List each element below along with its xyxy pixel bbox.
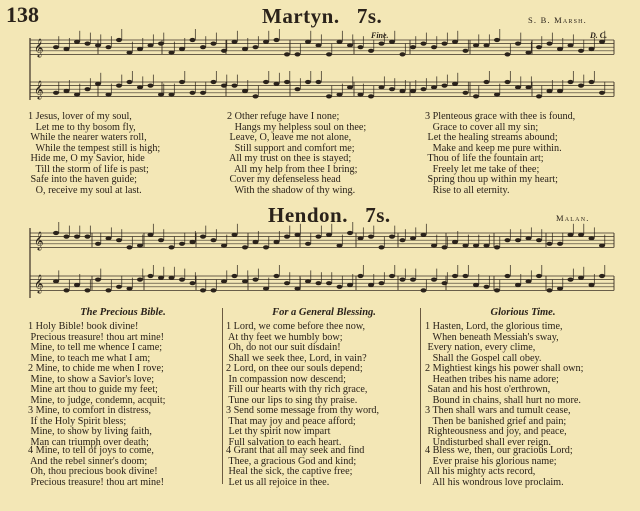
bible-stanza-4: 4 Mine, to tell of joys to come, And the rebel sinner's doom; Oh, thou precious book divine! Precious treasure! thou art mine!	[28, 445, 165, 488]
bible-stanza-3: 3 Mine, to comfort in distress, If the Holy Spirit bless; Mine, to show by living faith, Man can triumph over death;	[28, 405, 152, 448]
glorious-stanza-1: 1 Hasten, Lord, the glorious time, When beneath Messiah's sway, Every nation, every clime, Shall the Gospel call obey.	[425, 321, 563, 364]
dc-mark: D. C.	[590, 31, 608, 40]
composer-hendon: Malan.	[556, 213, 590, 223]
page-number: 138	[6, 2, 39, 27]
blessing-stanza-4: 4 Grant that all may seek and find Thee, a gracious God and kind; Heal the sick, the captive free; Let us all rejoice in thee.	[226, 445, 365, 488]
fine-mark: Fine.	[371, 31, 389, 40]
svg-text:𝄞: 𝄞	[34, 38, 44, 57]
glorious-stanza-2: 2 Mightiest kings his power shall own; Heathen tribes his name adore; Satan and his host o'erthrown, Bound in chains, shall hurt no more.	[425, 363, 584, 406]
bible-stanza-1: 1 Holy Bible! book divine! Precious treasure! thou art mine! Mine, to tell me whence I came; Mine, to teach me what I am;	[28, 321, 165, 364]
svg-text:𝄞: 𝄞	[34, 80, 44, 99]
hymn-title-hendon: Hendon. 7s.	[268, 203, 391, 227]
column-divider	[222, 308, 223, 484]
glorious-stanza-3: 3 Then shall wars and tumult cease, Then be banished grief and pain; Righteousness and joy, and peace, Undisturbed shall ever reign.	[425, 405, 571, 448]
martyn-stanza-2: 2 Other refuge have I none; Hangs my helpless soul on thee; Leave, O, leave me not alone, Still support and comfort me; All my trust on thee is stayed; All my help from thee I bring; Cover my defenseless head With the shadow of thy wing.	[227, 111, 367, 196]
martyn-stanza-3: 3 Plenteous grace with thee is found, Grace to cover all my sin; Let the healing streams abound; Make and keep me pure within. Thou of life the fountain art; Freely let me take of thee; Spring thou up within my heart; Rise to all eternity.	[425, 111, 576, 196]
section-heading-glorious-time: Glorious Time.	[490, 307, 556, 318]
blessing-stanza-1: 1 Lord, we come before thee now, At thy feet we humbly bow; Oh, do not our suit disdain! Shall we seek thee, Lord, in vain?	[226, 321, 367, 364]
column-divider	[420, 308, 421, 484]
blessing-stanza-2: 2 Lord, on thee our souls depend; In compassion now descend; Fill our hearts with thy rich grace, Tune our lips to sing thy praise.	[226, 363, 368, 406]
hymn-title-martyn: Martyn. 7s.	[262, 4, 383, 28]
section-heading-general-blessing: For a General Blessing.	[272, 307, 376, 318]
composer-martyn: S. B. Marsh.	[528, 15, 587, 25]
blessing-stanza-3: 3 Send some message from thy word, That may joy and peace afford; Let thy spirit now impart Full salvation to each heart.	[226, 405, 380, 448]
section-heading-precious-bible: The Precious Bible.	[80, 307, 166, 318]
bible-stanza-2: 2 Mine, to chide me when I rove; Mine, to show a Savior's love; Mine art thou to guide my feet; Mine, to judge, condemn, acquit;	[28, 363, 166, 406]
svg-text:𝄞: 𝄞	[34, 274, 44, 293]
martyn-stanza-1: 1 Jesus, lover of my soul, Let me to thy bosom fly, While the nearer waters roll, While the tempest still is high; Hide me, O my Savior, hide Till the storm of life is past; Safe into the haven guide; O, receive my soul at last.	[28, 111, 161, 196]
svg-text:𝄞: 𝄞	[34, 231, 44, 250]
glorious-stanza-4: 4 Bless we, then, our gracious Lord; Ever praise his glorious name; All his mighty acts record, All his wondrous love proclaim.	[425, 445, 573, 488]
